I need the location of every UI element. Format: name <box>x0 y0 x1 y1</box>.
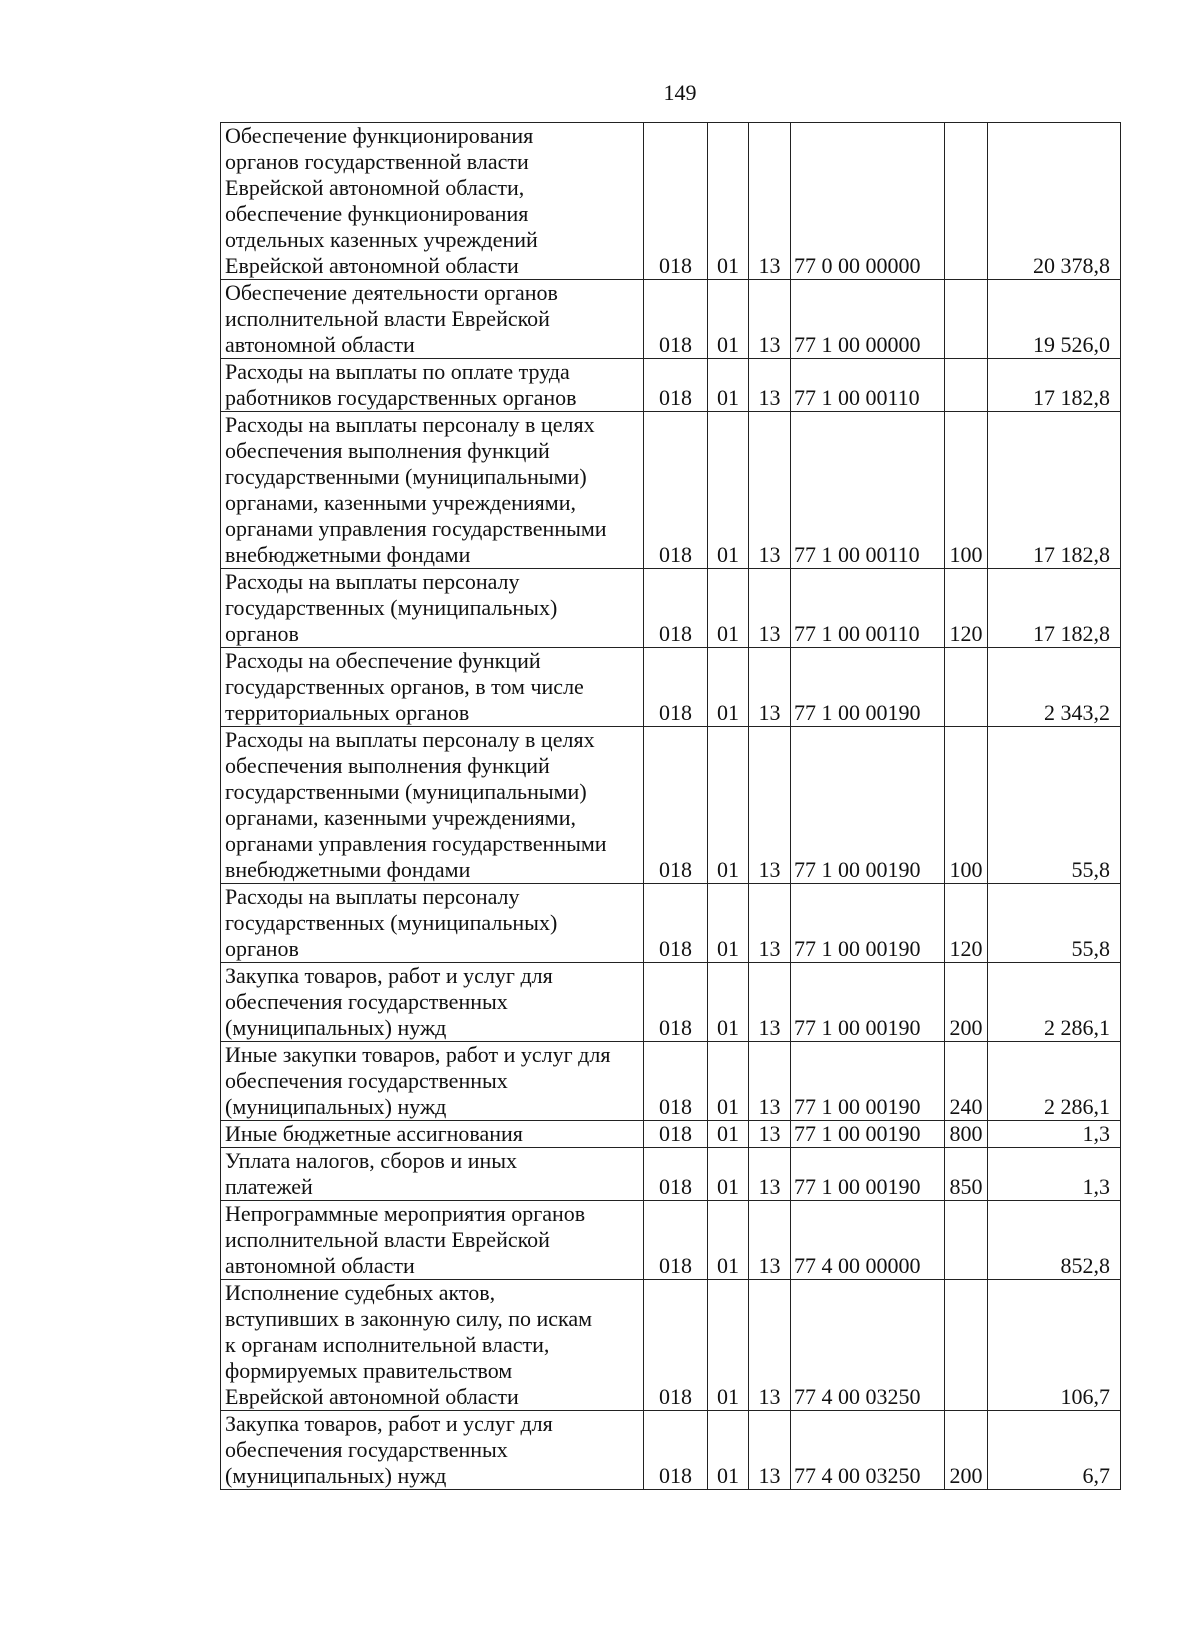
section-code-cell: 01 <box>708 884 749 963</box>
ministry-code-cell: 018 <box>644 1148 708 1201</box>
amount-cell: 55,8 <box>988 884 1121 963</box>
amount-cell: 6,7 <box>988 1411 1121 1490</box>
amount-cell: 2 286,1 <box>988 1042 1121 1121</box>
subsection-code-cell: 13 <box>749 648 791 727</box>
section-code-cell: 01 <box>708 123 749 280</box>
expense-type-cell: 100 <box>945 412 988 569</box>
expense-type-cell <box>945 359 988 412</box>
ministry-code-cell: 018 <box>644 884 708 963</box>
row-name-cell: Иные бюджетные ассигнования <box>221 1121 644 1148</box>
row-name-cell: Обеспечение функционирования органов государственной власти Еврейской автономной области, обеспечение функционирования отдельных казенных учреждений Еврейской автономной области <box>221 123 644 280</box>
subsection-code-cell: 13 <box>749 884 791 963</box>
row-name-cell: Расходы на выплаты персоналу государственных (муниципальных) органов <box>221 884 644 963</box>
table-row <box>221 1201 1121 1280</box>
ministry-code-cell: 018 <box>644 1121 708 1148</box>
section-code-cell: 01 <box>708 1201 749 1280</box>
ministry-code-cell: 018 <box>644 280 708 359</box>
subsection-code-cell: 13 <box>749 727 791 884</box>
section-code-cell: 01 <box>708 1042 749 1121</box>
ministry-code-cell: 018 <box>644 648 708 727</box>
expense-type-cell: 800 <box>945 1121 988 1148</box>
expense-type-cell: 200 <box>945 963 988 1042</box>
row-name-cell: Закупка товаров, работ и услуг для обеспечения государственных (муниципальных) нужд <box>221 963 644 1042</box>
target-article-cell: 77 1 00 00190 <box>791 884 945 963</box>
subsection-code-cell: 13 <box>749 963 791 1042</box>
target-article-cell: 77 4 00 03250 <box>791 1411 945 1490</box>
row-name-cell: Расходы на выплаты персоналу в целях обеспечения выполнения функций государственными (муниципальными) органами, казенными учреждениями, органами управления государственными внебюджетными фондами <box>221 412 644 569</box>
amount-cell: 106,7 <box>988 1280 1121 1411</box>
ministry-code-cell: 018 <box>644 412 708 569</box>
amount-cell: 19 526,0 <box>988 280 1121 359</box>
ministry-code-cell: 018 <box>644 359 708 412</box>
amount-cell: 17 182,8 <box>988 412 1121 569</box>
table-row <box>221 1121 1121 1148</box>
table-row <box>221 123 1121 280</box>
subsection-code-cell: 13 <box>749 569 791 648</box>
expense-type-cell <box>945 648 988 727</box>
amount-cell: 1,3 <box>988 1121 1121 1148</box>
amount-cell: 2 286,1 <box>988 963 1121 1042</box>
row-name-cell: Расходы на обеспечение функций государственных органов, в том числе территориальных органов <box>221 648 644 727</box>
expense-type-cell <box>945 123 988 280</box>
ministry-code-cell: 018 <box>644 1411 708 1490</box>
section-code-cell: 01 <box>708 1280 749 1411</box>
expense-type-cell: 120 <box>945 884 988 963</box>
expense-type-cell: 200 <box>945 1411 988 1490</box>
table-row <box>221 1411 1121 1490</box>
table-row <box>221 727 1121 884</box>
subsection-code-cell: 13 <box>749 359 791 412</box>
section-code-cell: 01 <box>708 1411 749 1490</box>
row-name-cell: Уплата налогов, сборов и иных платежей <box>221 1148 644 1201</box>
table-row <box>221 569 1121 648</box>
target-article-cell: 77 4 00 03250 <box>791 1280 945 1411</box>
table-row <box>221 963 1121 1042</box>
expense-type-cell: 240 <box>945 1042 988 1121</box>
table-row <box>221 1280 1121 1411</box>
table-row <box>221 884 1121 963</box>
row-name-cell: Исполнение судебных актов, вступивших в законную силу, по искам к органам исполнительной власти, формируемых правительством Еврейской автономной области <box>221 1280 644 1411</box>
row-name-cell: Непрограммные мероприятия органов исполнительной власти Еврейской автономной области <box>221 1201 644 1280</box>
target-article-cell: 77 4 00 00000 <box>791 1201 945 1280</box>
row-name-cell: Иные закупки товаров, работ и услуг для обеспечения государственных (муниципальных) нужд <box>221 1042 644 1121</box>
ministry-code-cell: 018 <box>644 727 708 884</box>
target-article-cell: 77 1 00 00190 <box>791 1148 945 1201</box>
target-article-cell: 77 1 00 00190 <box>791 1042 945 1121</box>
expense-type-cell <box>945 1280 988 1411</box>
table-row <box>221 1148 1121 1201</box>
ministry-code-cell: 018 <box>644 1201 708 1280</box>
subsection-code-cell: 13 <box>749 1121 791 1148</box>
ministry-code-cell: 018 <box>644 123 708 280</box>
table-row <box>221 1042 1121 1121</box>
expense-type-cell: 850 <box>945 1148 988 1201</box>
budget-table <box>220 122 1121 1490</box>
ministry-code-cell: 018 <box>644 569 708 648</box>
amount-cell: 2 343,2 <box>988 648 1121 727</box>
row-name-cell: Расходы на выплаты персоналу государственных (муниципальных) органов <box>221 569 644 648</box>
subsection-code-cell: 13 <box>749 1042 791 1121</box>
table-row <box>221 359 1121 412</box>
target-article-cell: 77 1 00 00110 <box>791 359 945 412</box>
page-number: 149 <box>663 80 697 105</box>
row-name-cell: Расходы на выплаты по оплате труда работников государственных органов <box>221 359 644 412</box>
section-code-cell: 01 <box>708 569 749 648</box>
section-code-cell: 01 <box>708 1121 749 1148</box>
target-article-cell: 77 1 00 00190 <box>791 648 945 727</box>
amount-cell: 1,3 <box>988 1148 1121 1201</box>
expense-type-cell: 120 <box>945 569 988 648</box>
table-row <box>221 412 1121 569</box>
section-code-cell: 01 <box>708 963 749 1042</box>
section-code-cell: 01 <box>708 280 749 359</box>
subsection-code-cell: 13 <box>749 1148 791 1201</box>
target-article-cell: 77 1 00 00110 <box>791 569 945 648</box>
amount-cell: 17 182,8 <box>988 359 1121 412</box>
section-code-cell: 01 <box>708 359 749 412</box>
section-code-cell: 01 <box>708 1148 749 1201</box>
target-article-cell: 77 1 00 00190 <box>791 727 945 884</box>
row-name-cell: Обеспечение деятельности органов исполнительной власти Еврейской автономной области <box>221 280 644 359</box>
expense-type-cell <box>945 1201 988 1280</box>
row-name-cell: Закупка товаров, работ и услуг для обеспечения государственных (муниципальных) нужд <box>221 1411 644 1490</box>
table-row <box>221 280 1121 359</box>
expense-type-cell: 100 <box>945 727 988 884</box>
target-article-cell: 77 1 00 00190 <box>791 1121 945 1148</box>
amount-cell: 20 378,8 <box>988 123 1121 280</box>
expense-type-cell <box>945 280 988 359</box>
target-article-cell: 77 1 00 00000 <box>791 280 945 359</box>
section-code-cell: 01 <box>708 648 749 727</box>
subsection-code-cell: 13 <box>749 1201 791 1280</box>
section-code-cell: 01 <box>708 412 749 569</box>
subsection-code-cell: 13 <box>749 280 791 359</box>
target-article-cell: 77 1 00 00110 <box>791 412 945 569</box>
target-article-cell: 77 0 00 00000 <box>791 123 945 280</box>
target-article-cell: 77 1 00 00190 <box>791 963 945 1042</box>
subsection-code-cell: 13 <box>749 412 791 569</box>
row-name-cell: Расходы на выплаты персоналу в целях обеспечения выполнения функций государственными (муниципальными) органами, казенными учреждениями, органами управления государственными внебюджетными фондами <box>221 727 644 884</box>
ministry-code-cell: 018 <box>644 1280 708 1411</box>
subsection-code-cell: 13 <box>749 123 791 280</box>
ministry-code-cell: 018 <box>644 1042 708 1121</box>
amount-cell: 55,8 <box>988 727 1121 884</box>
subsection-code-cell: 13 <box>749 1411 791 1490</box>
amount-cell: 17 182,8 <box>988 569 1121 648</box>
subsection-code-cell: 13 <box>749 1280 791 1411</box>
ministry-code-cell: 018 <box>644 963 708 1042</box>
section-code-cell: 01 <box>708 727 749 884</box>
table-row <box>221 648 1121 727</box>
amount-cell: 852,8 <box>988 1201 1121 1280</box>
